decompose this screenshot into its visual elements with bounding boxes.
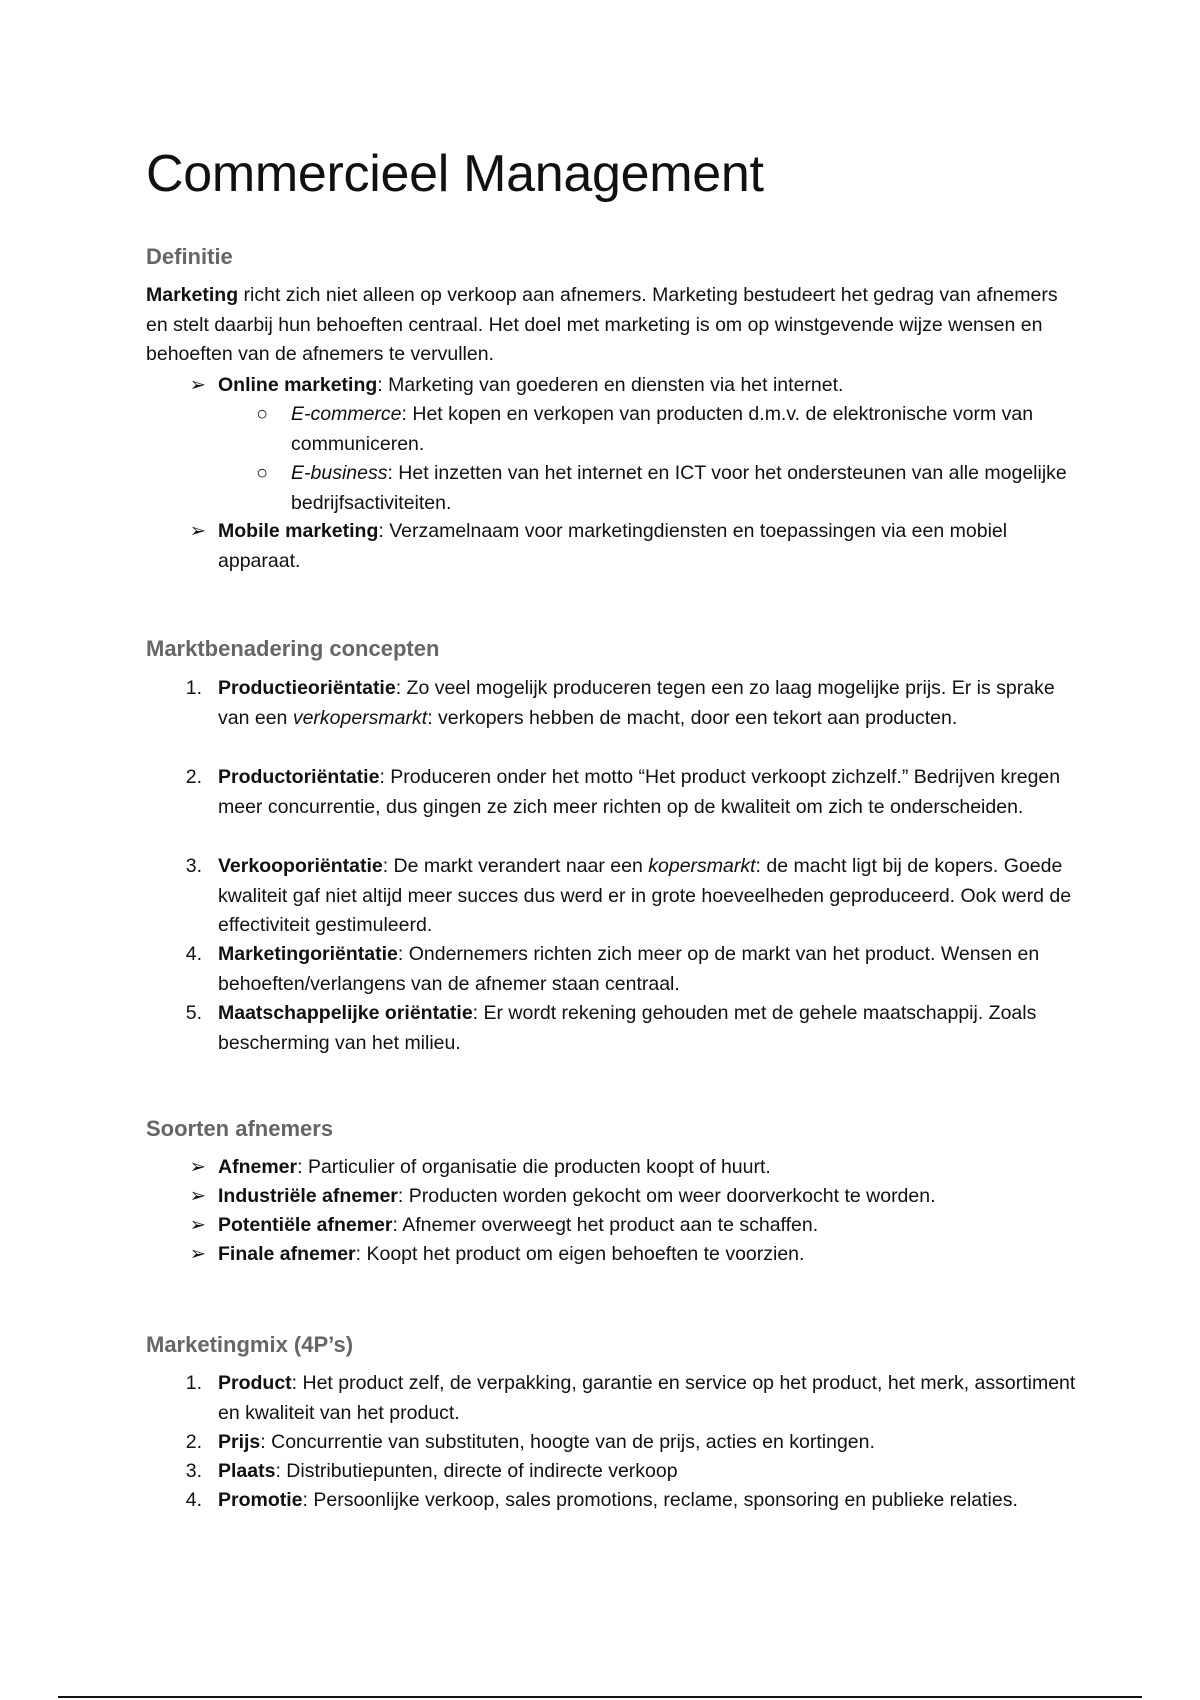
term: Promotie (218, 1489, 303, 1511)
page-bottom-rule (58, 1696, 1142, 1698)
item-number: 5. (185, 1002, 202, 1024)
definition: : Het kopen en verkopen van producten d.m.v. de elektronische vorm van communiceren. (291, 403, 1034, 455)
circle-bullet-icon: ○ (256, 462, 268, 484)
definition: : Concurrentie van substituten, hoogte van de prijs, acties en kortingen. (260, 1431, 875, 1453)
document-title: Commercieel Management (146, 145, 764, 203)
numbered-item-text (218, 940, 1078, 999)
definition: : Particulier of organisatie die producten koopt of huurt. (297, 1156, 771, 1178)
numbered-item-text (218, 1428, 1078, 1458)
sub-list-item-text (291, 459, 1081, 518)
numbered-item-text (218, 674, 1078, 733)
item-number: 4. (185, 943, 202, 965)
term: E-commerce (291, 403, 402, 425)
arrow-bullet-icon: ➢ (189, 1214, 206, 1236)
term: Mobile marketing (218, 520, 379, 542)
numbered-item-text (218, 999, 1078, 1058)
item-number: 2. (185, 1431, 202, 1453)
term: Afnemer (218, 1156, 298, 1178)
term: Plaats (218, 1460, 276, 1482)
text-part: : de macht ligt bij de kopers. Goede kwaliteit gaf niet altijd meer succes dus werd er in grote hoeveelheden geproduceerd. Ook werd de effectiviteit gestimuleerd. (218, 855, 1072, 936)
section-heading-soorten-afnemers: Soorten afnemers (146, 1116, 334, 1141)
list-item-text (218, 371, 1078, 401)
term: Marketingoriëntatie (218, 943, 398, 965)
numbered-item-text (218, 1369, 1078, 1428)
arrow-bullet-icon: ➢ (189, 520, 206, 542)
term: Potentiële afnemer (218, 1214, 393, 1236)
emphasis: verkopersmarkt (292, 706, 428, 729)
item-number: 2. (185, 766, 202, 788)
term: Productoriëntatie (218, 766, 380, 788)
text-part: : Ondernemers richten zich meer op de markt van het product. Wensen en behoeften/verlangens van de afnemer staan centraal. (218, 943, 1040, 995)
item-number: 4. (185, 1489, 202, 1511)
list-item-text (218, 517, 1078, 576)
term: Online marketing (218, 374, 378, 396)
text-part: : De markt verandert naar een (382, 855, 649, 877)
item-number: 3. (185, 855, 202, 877)
circle-bullet-icon: ○ (256, 403, 268, 425)
definition: : Het inzetten van het internet en ICT voor het ondersteunen van alle mogelijke bedrijfsactiviteiten. (291, 462, 1067, 514)
text-part: : Zo veel mogelijk produceren tegen een zo laag mogelijke prijs. Er is sprake van een (218, 677, 1055, 729)
text-part: : Er wordt rekening gehouden met de gehele maatschappij. Zoals bescherming van het milieu. (218, 1002, 1037, 1054)
sub-list-item-text (291, 400, 1081, 459)
numbered-item-text (218, 763, 1078, 822)
intro-term: Marketing (146, 284, 239, 306)
list-item-text (218, 1182, 1078, 1212)
text-part: : Produceren onder het motto “Het product verkoopt zichzelf.” Bedrijven kregen meer concurrentie, dus gingen ze zich meer richten op de kwaliteit om zich te onderscheiden. (218, 766, 1061, 818)
intro-text: richt zich niet alleen op verkoop aan afnemers. Marketing bestudeert het gedrag van afnemers en stelt daarbij hun behoeften centraal. Het doel met marketing is om op winstgevende wijze wensen en behoeften van de afnemers te vervullen. (146, 284, 1058, 365)
text-part: : verkopers hebben de macht, door een tekort aan producten. (427, 706, 958, 729)
term: Maatschappelijke oriëntatie (218, 1002, 473, 1024)
term: Industriële afnemer (218, 1185, 398, 1207)
definition: : Persoonlijke verkoop, sales promotions, reclame, sponsoring en publieke relaties. (302, 1489, 1018, 1511)
section-heading-marktbenadering: Marktbenadering concepten (146, 636, 440, 661)
list-item-text (218, 1240, 1078, 1270)
definitie-intro (146, 281, 1066, 370)
definition: : Het product zelf, de verpakking, garantie en service op het product, het merk, assortiment en kwaliteit van het product. (218, 1372, 1076, 1424)
definition: : Verzamelnaam voor marketingdiensten en toepassingen via een mobiel apparaat. (218, 520, 1008, 572)
term: Finale afnemer (218, 1243, 356, 1265)
arrow-bullet-icon: ➢ (189, 1185, 206, 1207)
definition: : Producten worden gekocht om weer doorverkocht te worden. (397, 1185, 936, 1207)
item-number: 3. (185, 1460, 202, 1482)
list-item-text (218, 1211, 1078, 1241)
arrow-bullet-icon: ➢ (189, 1243, 206, 1265)
definition: : Koopt het product om eigen behoeften te voorzien. (355, 1243, 805, 1265)
emphasis: kopersmarkt (648, 855, 756, 877)
definition: : Distributiepunten, directe of indirecte verkoop (275, 1460, 678, 1482)
term: Productieoriëntatie (218, 677, 396, 699)
item-number: 1. (185, 1372, 202, 1394)
term: Verkooporiëntatie (218, 855, 383, 877)
term: E-business (291, 462, 388, 484)
definition: : Marketing van goederen en diensten via het internet. (377, 374, 844, 396)
list-item-text (218, 1153, 1078, 1183)
term: Prijs (218, 1431, 261, 1453)
numbered-item-text (218, 852, 1078, 941)
section-heading-definitie: Definitie (146, 244, 233, 269)
numbered-item-text (218, 1486, 1078, 1516)
term: Product (218, 1372, 292, 1394)
numbered-item-text (218, 1457, 1078, 1487)
arrow-bullet-icon: ➢ (189, 1156, 206, 1178)
definition: : Afnemer overweegt het product aan te schaffen. (392, 1214, 819, 1236)
section-heading-marketingmix: Marketingmix (4P’s) (146, 1332, 354, 1357)
item-number: 1. (185, 677, 202, 699)
arrow-bullet-icon: ➢ (189, 374, 206, 396)
